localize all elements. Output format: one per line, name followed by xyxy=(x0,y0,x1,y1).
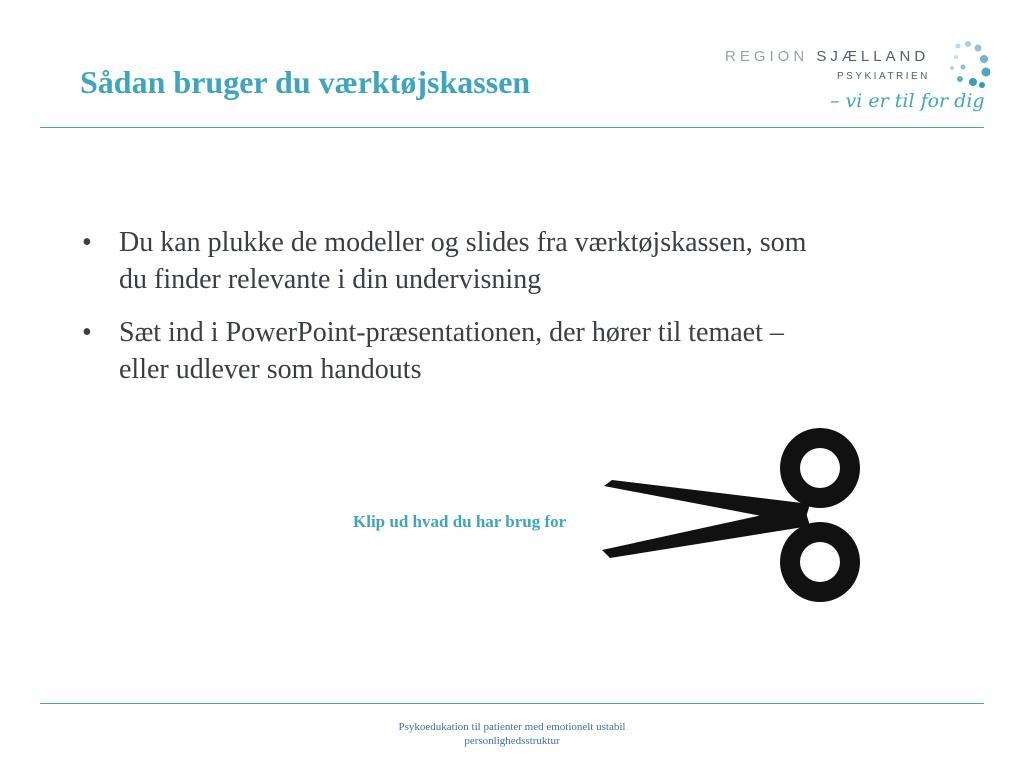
footer-divider xyxy=(40,703,984,704)
footer-line: personlighedsstruktur xyxy=(464,735,560,747)
bullet-text xyxy=(119,314,784,388)
footer-line: Psykoedukation til patienter med emotionelt ustabil xyxy=(398,721,626,733)
scissors-icon xyxy=(598,424,868,602)
bullet-marker: • xyxy=(82,227,92,258)
logo-subtitle: PSYKIATRIEN xyxy=(837,71,930,82)
bullet-line: eller udlever som handouts xyxy=(119,354,422,385)
logo-tagline: – vi er til for dig xyxy=(830,90,985,112)
footer-text xyxy=(312,720,712,748)
region-sjaelland-logo xyxy=(720,36,990,128)
bullet-text xyxy=(119,224,806,298)
bullet-item xyxy=(82,314,972,388)
logo-region-text: REGION xyxy=(725,48,809,65)
bullet-item xyxy=(82,224,972,298)
slide-title: Sådan bruger du værktøjskassen xyxy=(80,64,531,100)
bullet-line: Sæt ind i PowerPoint-præsentationen, der hører til temaet – xyxy=(119,317,784,348)
logo-wordmark xyxy=(725,48,929,65)
dots-logo-icon xyxy=(946,38,990,94)
bullet-line: Du kan plukke de modeller og slides fra værktøjskassen, som xyxy=(119,227,807,258)
logo-sjaelland-text: SJÆLLAND xyxy=(816,48,930,65)
bullet-line: du finder relevante i din undervisning xyxy=(119,264,542,295)
scissors-caption: Klip ud hvad du har brug for xyxy=(353,512,567,531)
bullet-list xyxy=(82,224,972,404)
bullet-marker: • xyxy=(82,317,92,348)
